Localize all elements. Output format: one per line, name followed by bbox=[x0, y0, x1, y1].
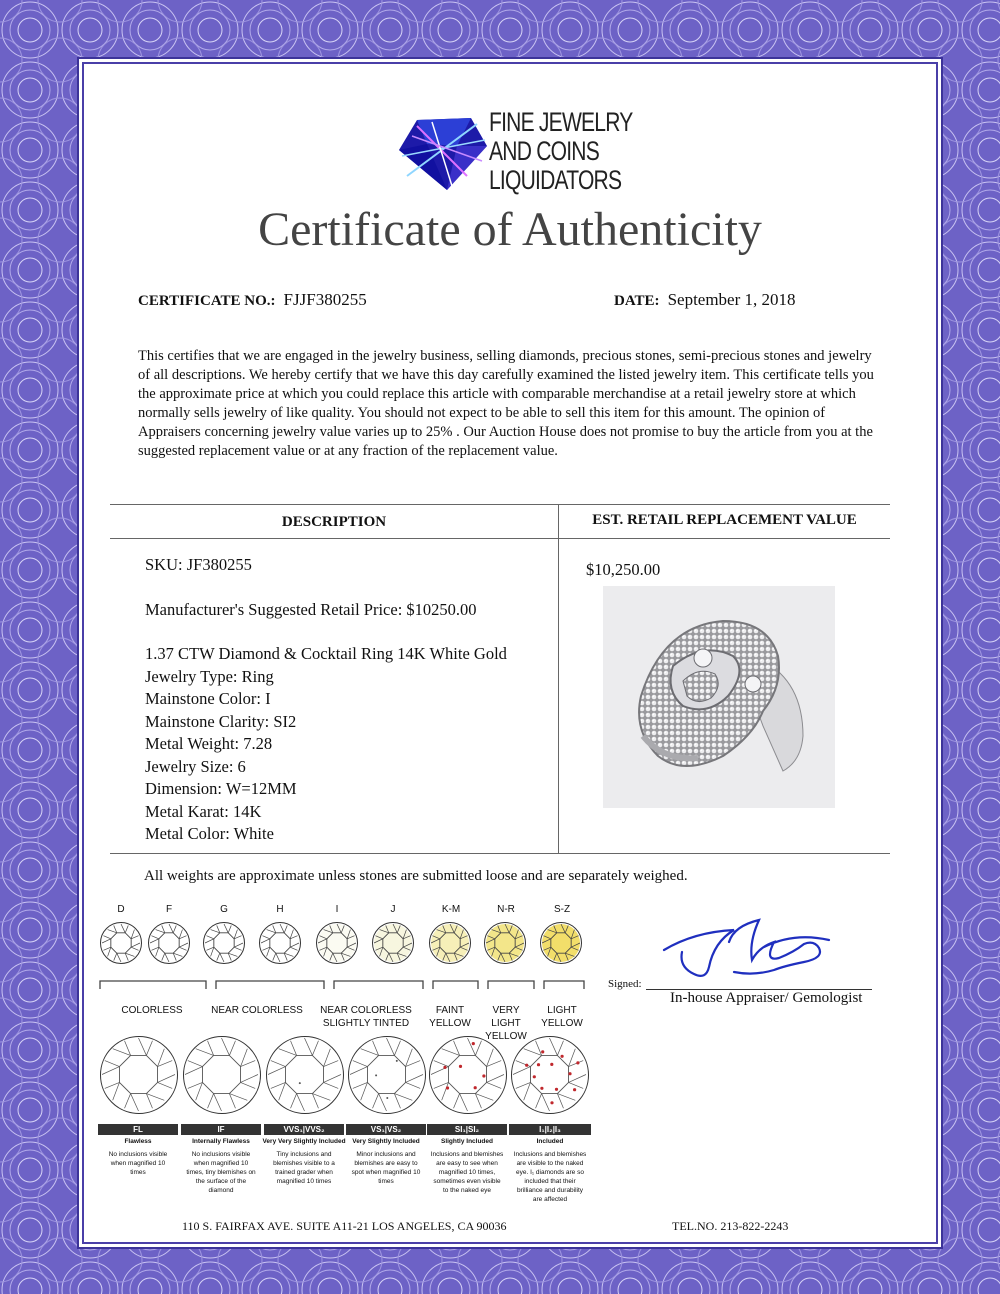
detail-line: Mainstone Clarity: SI2 bbox=[145, 711, 297, 731]
color-grade-letter: G bbox=[220, 904, 228, 915]
clarity-name: Flawless bbox=[124, 1138, 152, 1145]
signed-label: Signed: bbox=[608, 978, 642, 990]
clarity-grade: VS₁|VS₂ bbox=[346, 1124, 426, 1135]
color-diamond-icon bbox=[429, 922, 471, 964]
color-diamond-icon bbox=[316, 922, 358, 964]
color-group-label: NEAR COLORLESS SLIGHTLY TINTED bbox=[320, 1005, 412, 1029]
clarity-name: Very Slightly Included bbox=[352, 1138, 420, 1145]
color-grade-letter: N-R bbox=[497, 904, 515, 915]
detail-line: Jewelry Type: Ring bbox=[145, 666, 274, 686]
detail-line: Mainstone Color: I bbox=[145, 689, 271, 708]
clarity-description: No inclusions visible when magnified 10 times bbox=[108, 1151, 168, 1176]
color-group-label: VERY LIGHT YELLOW bbox=[485, 1005, 527, 1042]
color-grade-letter: H bbox=[276, 904, 284, 915]
color-group-brackets bbox=[98, 977, 588, 997]
appraiser-title: In-house Appraiser/ Gemologist bbox=[670, 990, 863, 1006]
clarity-diamond-icon bbox=[429, 1036, 507, 1114]
description-header: DESCRIPTION bbox=[281, 514, 387, 530]
detail-line: Metal Weight: 7.28 bbox=[145, 734, 273, 753]
color-diamond-icon bbox=[540, 922, 582, 964]
detail-line: Metal Karat: 14K bbox=[145, 801, 262, 821]
color-group-label: NEAR COLORLESS bbox=[211, 1005, 303, 1016]
color-diamond-icon bbox=[259, 922, 301, 964]
brand-name: FINE JEWELRY AND COINS LIQUIDATORS bbox=[489, 107, 633, 195]
clarity-description: Inclusions and blemishes are visible to the naked eye. I₁ diamonds are so included that their brilliance and durability are affected bbox=[513, 1151, 587, 1203]
table-bottom-border bbox=[110, 853, 890, 854]
certificate-body bbox=[82, 62, 938, 1244]
clarity-grade: IF bbox=[181, 1124, 261, 1135]
color-grade-letter: K-M bbox=[441, 904, 461, 915]
certificate-number: CERTIFICATE NO.: FJJF380255 bbox=[138, 290, 367, 309]
clarity-name: Internally Flawless bbox=[192, 1138, 250, 1145]
color-grade-letter: D bbox=[117, 904, 125, 915]
color-group-label: FAINT YELLOW bbox=[429, 1005, 471, 1029]
table-header-border bbox=[110, 538, 890, 539]
color-diamond-icon bbox=[148, 922, 190, 964]
clarity-diamond-icon bbox=[348, 1036, 426, 1114]
description-cell bbox=[145, 554, 507, 846]
ring-photo bbox=[603, 586, 835, 808]
sku: SKU: JF380255 bbox=[145, 555, 252, 574]
clarity-diamond-icon bbox=[266, 1036, 344, 1114]
clarity-grade: I₁|I₂|I₃ bbox=[509, 1124, 591, 1135]
clarity-grade: SI₁|SI₂ bbox=[427, 1124, 507, 1135]
color-diamond-icon bbox=[100, 922, 142, 964]
replacement-value: $10,250.00 bbox=[586, 560, 661, 579]
signature-image bbox=[654, 912, 874, 984]
page-title: Certificate of Authenticity bbox=[258, 203, 762, 256]
color-grade-letter: S-Z bbox=[553, 904, 571, 915]
detail-line: Dimension: W=12MM bbox=[145, 779, 297, 798]
msrp: Manufacturer's Suggested Retail Price: $10250.00 bbox=[145, 599, 477, 619]
color-grade-letter: F bbox=[165, 904, 173, 915]
clarity-description: No inclusions visible when magnified 10 times, tiny blemishes on the surface of the diamond bbox=[186, 1151, 256, 1194]
clarity-name: Included bbox=[536, 1138, 564, 1145]
color-grade-letter: J bbox=[390, 904, 396, 915]
detail-line: Jewelry Size: 6 bbox=[145, 756, 246, 776]
clarity-diamond-icon bbox=[100, 1036, 178, 1114]
clarity-diamond-icon bbox=[511, 1036, 589, 1114]
clarity-name: Very Very Slightly Included bbox=[262, 1138, 346, 1145]
color-grade-letter: I bbox=[335, 904, 339, 915]
color-group-label: LIGHT YELLOW bbox=[541, 1005, 583, 1029]
table-column-divider bbox=[558, 504, 559, 854]
certification-statement: This certifies that we are engaged in the jewelry business, selling diamonds, precious stones, semi-precious stones and jewelry of all descriptions. We hereby certify that we have this day carefully examined the listed jewelry item. This certificate tells you the approximate price at which you could replace this article with comparable merchandise at a retail jewelry store at which normally sells jewelry of like quality. You should not expect to be able to sell this item for this amount. The opinion of Appraisers concerning jewelry value varies up to 25% . Our Auction House does not promise to buy the article from you at the suggested replacement value or at any fraction of the replacement value. bbox=[138, 348, 874, 459]
detail-line: 1.37 CTW Diamond & Cocktail Ring 14K White Gold bbox=[145, 644, 507, 663]
footer-address: 110 S. FAIRFAX AVE. SUITE A11-21 LOS ANGELES, CA 90036 bbox=[182, 1219, 507, 1233]
table-top-border bbox=[110, 504, 890, 505]
value-header: EST. RETAIL REPLACEMENT VALUE bbox=[592, 512, 857, 528]
clarity-diamond-icon bbox=[183, 1036, 261, 1114]
detail-line: Metal Color: White bbox=[145, 824, 274, 843]
diamond-logo-icon bbox=[397, 116, 489, 192]
clarity-name: Slightly Included bbox=[440, 1138, 493, 1145]
color-diamond-icon bbox=[372, 922, 414, 964]
color-group-label: COLORLESS bbox=[121, 1005, 183, 1016]
color-diamond-icon bbox=[484, 922, 526, 964]
clarity-grade: VVS₁|VVS₂ bbox=[264, 1124, 344, 1135]
clarity-description: Minor inclusions and blemishes are easy to spot when magnified 10 times bbox=[351, 1151, 421, 1185]
weights-note: All weights are approximate unless stones are submitted loose and are separately weighed. bbox=[144, 868, 688, 884]
clarity-description: Tiny inclusions and blemishes visible to a trained grader when magnified 10 times bbox=[273, 1151, 335, 1185]
color-diamond-icon bbox=[203, 922, 245, 964]
footer-phone: TEL.NO. 213-822-2243 bbox=[672, 1219, 789, 1233]
clarity-grade: FL bbox=[98, 1124, 178, 1135]
clarity-description: Inclusions and blemishes are easy to see when magnified 10 times, sometimes even visible to the naked eye bbox=[430, 1151, 504, 1194]
certificate-date: DATE: September 1, 2018 bbox=[614, 290, 796, 309]
